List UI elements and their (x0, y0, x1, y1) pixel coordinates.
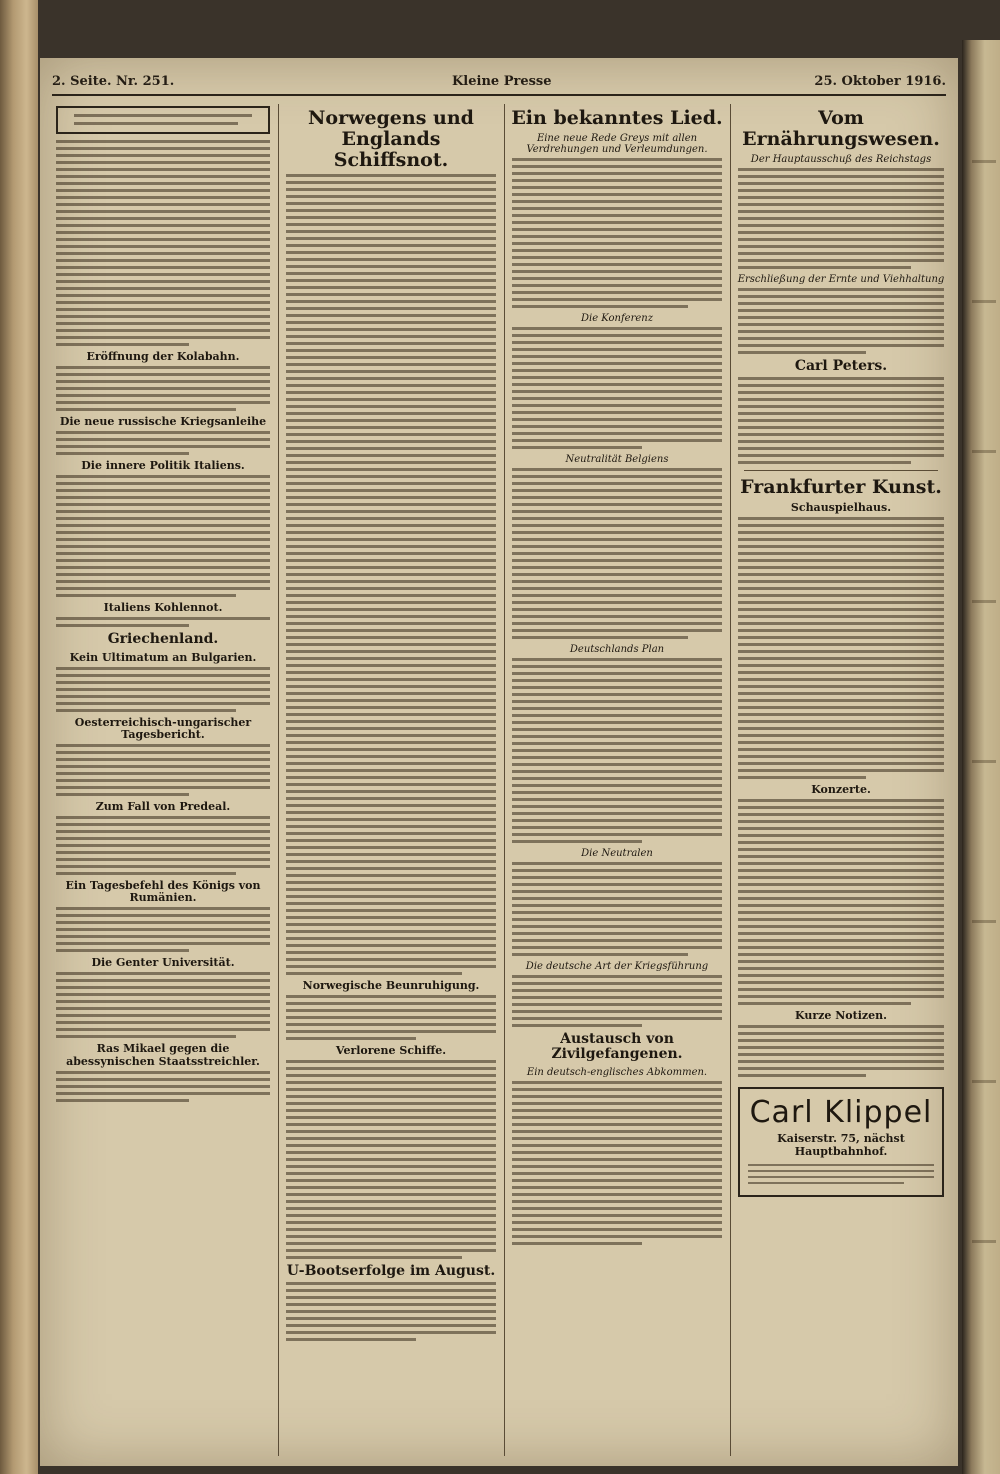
page-header (52, 72, 946, 96)
header-page-number: 2. Seite. Nr. 251. (52, 74, 175, 89)
advertisement (738, 1087, 944, 1197)
article-title: Ein bekanntes Lied. (511, 107, 723, 129)
headline: Verlorene Schiffe. (335, 1043, 447, 1057)
column-2 (282, 104, 500, 1456)
book-binding (0, 0, 38, 1474)
article-subtitle: Der Hauptausschuß des Reichstags (750, 153, 932, 165)
headline: Griechenland. (107, 631, 219, 648)
article-subtitle: Eine neue Rede Greys mit allen Verdrehungen und Verleumdungen. (526, 132, 708, 155)
motto-box (56, 106, 270, 134)
column-rule (504, 104, 505, 1456)
adjacent-page-edge (962, 40, 1000, 1474)
section-heading: Die Konferenz (580, 312, 653, 324)
ad-address: Kaiserstr. 75, nächst Hauptbahnhof. (777, 1132, 905, 1159)
headline: Zum Fall von Predeal. (95, 800, 231, 814)
headline: Ein Tagesbefehl des Königs von Rumänien. (65, 879, 261, 905)
headline: Oesterreichisch-ungarischer Tagesbericht. (74, 715, 252, 741)
section-heading: Neutralität Belgiens (565, 453, 669, 465)
section-heading: Die deutsche Art der Kriegsführung (525, 960, 709, 972)
headline: Die neue russische Kriegsanleihe (59, 415, 267, 429)
section-heading: Erschließung der Ernte und Viehhaltung (737, 273, 945, 285)
newspaper-page (40, 58, 958, 1466)
column-3 (508, 104, 726, 1456)
column-rule (278, 104, 279, 1456)
section-heading: Schauspielhaus. (790, 501, 892, 515)
ad-company-name: Carl Klippel (749, 1095, 933, 1131)
column-4 (734, 104, 948, 1456)
column-1 (52, 104, 274, 1456)
headline: Carl Peters. (794, 357, 888, 374)
text-block (56, 140, 270, 346)
headline: Norwegische Beunruhigung. (302, 978, 480, 992)
headline: Die innere Politik Italiens. (81, 459, 245, 473)
headline: Ras Mikael gegen die abessynischen Staatsstreichler. (66, 1042, 260, 1068)
article-title: Norwegens und Englands Schiffsnot. (308, 107, 474, 171)
column-rule (730, 104, 731, 1456)
section-heading: Die Neutralen (581, 847, 653, 859)
headline: Eröffnung der Kolabahn. (86, 350, 240, 363)
article-subtitle: Ein deutsch-englisches Abkommen. (526, 1066, 708, 1078)
headline: Kein Ultimatum an Bulgarien. (69, 650, 257, 664)
headline: Italiens Kohlennot. (103, 601, 223, 615)
article-title: Vom Ernährungswesen. (742, 107, 940, 150)
headline: Die Genter Universität. (91, 956, 235, 970)
section-heading: Kurze Notizen. (795, 1009, 887, 1023)
section-heading: Deutschlands Plan (569, 643, 665, 655)
headline: U-Bootserfolge im August. (286, 1262, 496, 1279)
header-paper-name: Kleine Presse (452, 74, 552, 89)
headline: Austausch von Zivilgefangenen. (551, 1030, 683, 1063)
header-date: 25. Oktober 1916. (814, 74, 946, 89)
headline: Frankfurter Kunst. (740, 476, 942, 499)
section-heading: Konzerte. (811, 783, 871, 797)
